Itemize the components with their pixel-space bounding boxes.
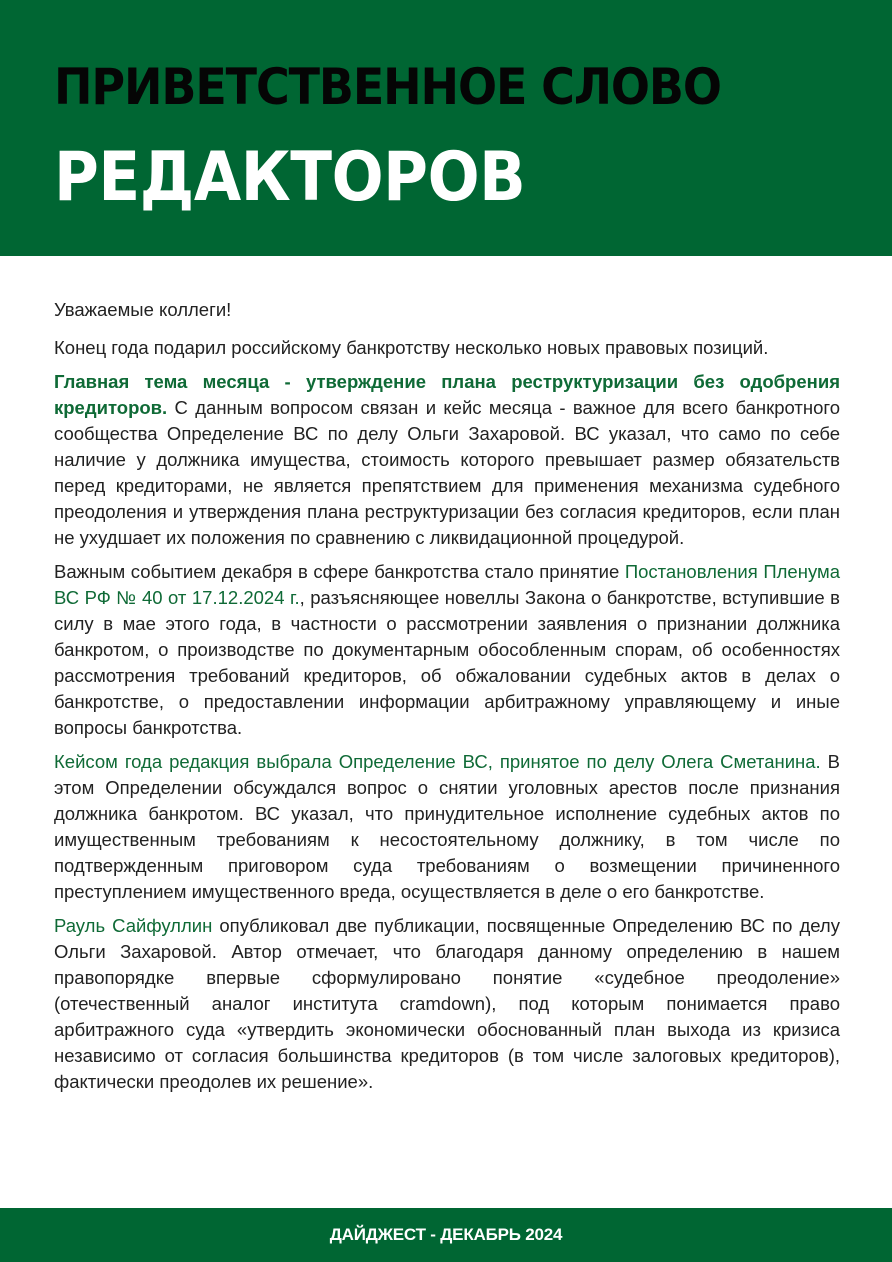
plenum-text-after: , разъясняющее новеллы Закона о банкротстве, вступившие в силу в мае этого года, в частности о рассмотрении заявления о признании должника банкротом, о производстве по документарным обособленным спорам, об особенностях рассмотрения требований кредиторов, об обжаловании судебных актов в делах о банкротстве, о предоставлении информации арбитражному управляющему и иные вопросы банкротства.	[54, 587, 840, 738]
author-text: опубликовал две публикации, посвященные Определению ВС по делу Ольги Захаровой. Автор отмечает, что благодаря данному определению в нашем правопорядке впервые сформулировано понятие «судебное преодоление» (отечественный аналог института cramdown), под которым понимается право арбитражного суда «утвердить экономически обоснованный план выхода из кризиса независимо от согласия большинства кредиторов (в том числе залоговых кредиторов), фактически преодолев их решение».	[54, 915, 840, 1092]
greeting: Уважаемые коллеги!	[54, 299, 232, 320]
footer-label: ДАЙДЖЕСТ - ДЕКАБРЬ 2024	[329, 1225, 563, 1244]
paragraph-main-topic	[54, 369, 840, 551]
plenum-link[interactable]: Постановления Пленума ВС РФ № 40 от 17.12.2024 г.	[54, 561, 840, 608]
intro-paragraph: Конец года подарил российскому банкротству несколько новых правовых позиций.	[54, 337, 769, 358]
case-of-year-link[interactable]: Кейсом года редакция выбрала Определение ВС, принятое по делу Олега Сметанина.	[54, 751, 821, 772]
plenum-text-before: Важным событием декабря в сфере банкротства стало принятие	[54, 561, 625, 582]
page-title-line1: ПРИВЕТСТВЕННОЕ СЛОВО	[54, 58, 721, 116]
main-topic-highlight: Главная тема месяца - утверждение плана реструктуризации без одобрения кредиторов.	[54, 371, 840, 418]
case-of-year-text: В этом Определении обсуждался вопрос о снятии уголовных арестов после признания должника банкротом. ВС указал, что принудительное исполнение судебных актов по имущественным требованиям к несостоятельному должнику, в том числе по подтвержденным приговором суда требованиям о возмещении причиненного преступлением имущественного вреда, осуществляется в деле о его банкротстве.	[54, 751, 840, 902]
page-title-line2: РЕДАКТОРОВ	[54, 138, 526, 217]
article-body	[54, 297, 840, 1103]
footer-banner	[0, 1208, 892, 1262]
author-link[interactable]: Рауль Сайфуллин	[54, 915, 213, 936]
paragraph-case-of-year	[54, 749, 840, 905]
header-banner	[0, 0, 892, 256]
main-topic-text: С данным вопросом связан и кейс месяца - важное для всего банкротного сообщества Определение ВС по делу Ольги Захаровой. ВС указал, что само по себе наличие у должника имущества, стоимость которого превышает размер обязательств перед кредиторами, не является препятствием для применения механизма судебного преодоления и утверждения плана реструктуризации без согласия кредиторов, если план не ухудшает их положения по сравнению с ликвидационной процедурой.	[54, 397, 840, 548]
paragraph-plenum	[54, 559, 840, 741]
paragraph-author	[54, 913, 840, 1095]
